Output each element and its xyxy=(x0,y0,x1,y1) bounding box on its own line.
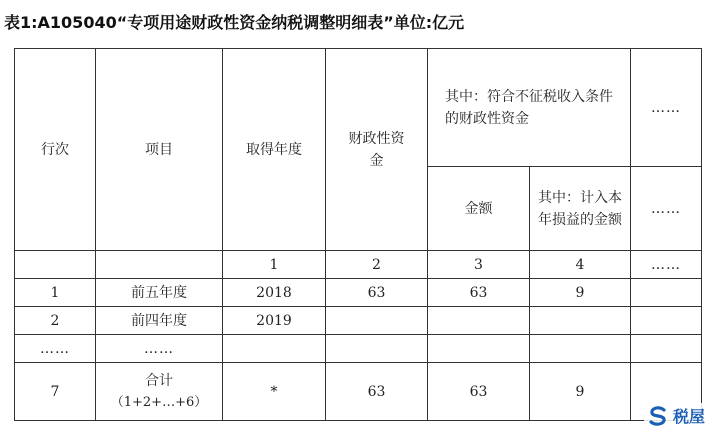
row-item: 前四年度 xyxy=(96,307,223,335)
total-formula: （1+2+…+6） xyxy=(110,394,208,410)
total-row xyxy=(15,363,702,421)
row-funds xyxy=(326,335,428,363)
header-current-pl-text: 其中：计入本年损益的金额 xyxy=(538,189,622,228)
row-item: 前五年度 xyxy=(96,279,223,307)
header-amount: 金额 xyxy=(428,167,530,251)
col-number-1: 1 xyxy=(223,251,326,279)
row-amount xyxy=(428,307,530,335)
total-amount: 63 xyxy=(428,363,530,421)
row-no: 1 xyxy=(15,279,96,307)
row-funds xyxy=(326,307,428,335)
row-year: 2019 xyxy=(223,307,326,335)
col-number-3: 3 xyxy=(428,251,530,279)
table-row xyxy=(15,335,702,363)
row-amount: 63 xyxy=(428,279,530,307)
row-item: …… xyxy=(96,335,223,363)
col-number-5: …… xyxy=(631,251,702,279)
header-ellipsis-mid: …… xyxy=(631,167,702,251)
tax-adjustment-table xyxy=(14,48,702,421)
row-amount xyxy=(428,335,530,363)
row-funds: 63 xyxy=(326,279,428,307)
shuiwu-logo-icon xyxy=(647,405,669,427)
total-no: 7 xyxy=(15,363,96,421)
total-item xyxy=(96,363,223,421)
row-no: 2 xyxy=(15,307,96,335)
header-fiscal-funds xyxy=(326,49,428,251)
row-year xyxy=(223,335,326,363)
row-extra xyxy=(631,307,702,335)
row-no: …… xyxy=(15,335,96,363)
total-funds: 63 xyxy=(326,363,428,421)
page-title: 表1:A105040“专项用途财政性资金纳税调整明细表”单位:亿元 xyxy=(4,13,465,32)
col-number-4: 4 xyxy=(530,251,631,279)
watermark xyxy=(644,403,708,428)
total-pl: 9 xyxy=(530,363,631,421)
col-num-empty-1 xyxy=(15,251,96,279)
row-extra xyxy=(631,335,702,363)
total-year: * xyxy=(223,363,326,421)
col-number-2: 2 xyxy=(326,251,428,279)
row-pl xyxy=(530,335,631,363)
header-current-pl xyxy=(530,167,631,251)
header-nontaxable-group xyxy=(428,49,631,167)
header-fiscal-funds-text: 财政性资金 xyxy=(348,130,405,169)
total-label: 合计 xyxy=(145,372,173,389)
row-extra xyxy=(631,279,702,307)
header-nontaxable-text: 其中：符合不征税收入条件的财政性资金 xyxy=(445,88,613,127)
row-year: 2018 xyxy=(223,279,326,307)
table-row xyxy=(15,307,702,335)
header-year: 取得年度 xyxy=(223,49,326,251)
col-num-empty-2 xyxy=(96,251,223,279)
row-pl xyxy=(530,307,631,335)
header-ellipsis-top: …… xyxy=(631,49,702,167)
header-row-no: 行次 xyxy=(15,49,96,251)
table-row xyxy=(15,279,702,307)
header-item: 项目 xyxy=(96,49,223,251)
row-pl: 9 xyxy=(530,279,631,307)
watermark-text: 税屋 xyxy=(672,407,705,426)
